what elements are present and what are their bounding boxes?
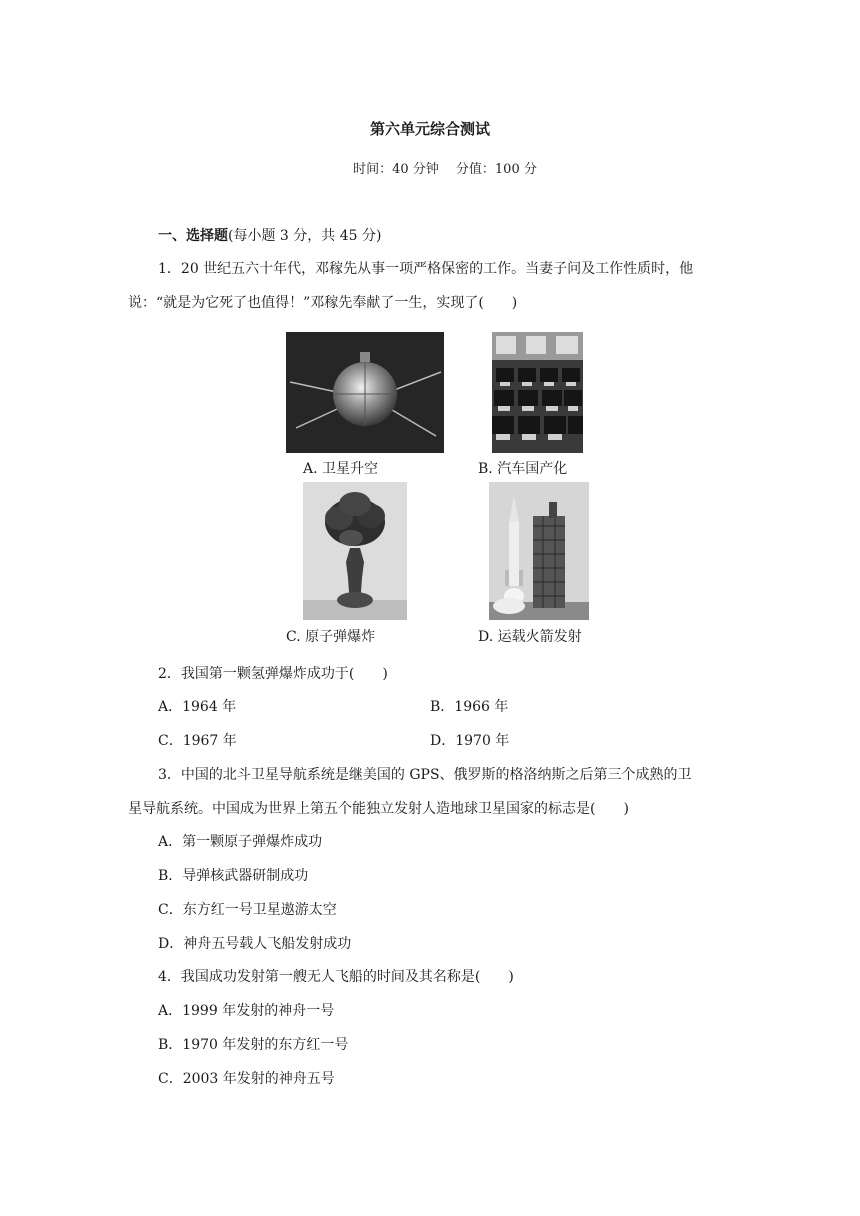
q1-stem-line1: 1．20 世纪五六十年代，邓稼先从事一项严格保密的工作。当妻子问及工作性质时，他	[158, 261, 694, 277]
q4-option-b: B．1970 年发射的东方红一号	[158, 1037, 349, 1053]
q2-option-b: B．1966 年	[430, 699, 509, 715]
option-d-caption: D. 运载火箭发射	[478, 629, 582, 645]
q2-option-a: A．1964 年	[158, 699, 237, 715]
q3-option-c: C．东方红一号卫星遨游太空	[158, 902, 337, 918]
option-b-caption: B. 汽车国产化	[478, 461, 568, 477]
section-note: (每小题 3 分，共 45 分)	[228, 228, 382, 244]
q3-option-d: D．神舟五号载人飞船发射成功	[158, 936, 352, 952]
q2-option-c: C．1967 年	[158, 733, 237, 749]
option-a-caption: A. 卫星升空	[303, 461, 379, 477]
exam-meta: 时间：40 分钟 分值：100 分	[353, 162, 537, 177]
q3-stem-line2: 星导航系统。中国成为世界上第五个能独立发射人造地球卫星国家的标志是( )	[128, 801, 629, 817]
q2-option-d: D．1970 年	[430, 733, 510, 749]
q3-option-b: B．导弹核武器研制成功	[158, 868, 309, 884]
page-title: 第六单元综合测试	[369, 120, 490, 138]
q3-option-a: A．第一颗原子弹爆炸成功	[158, 834, 323, 850]
q4-stem: 4．我国成功发射第一艘无人飞船的时间及其名称是( )	[158, 969, 514, 985]
car-factory-photo	[492, 332, 583, 453]
rocket-launch-photo	[489, 482, 589, 620]
q3-stem-line1: 3．中国的北斗卫星导航系统是继美国的 GPS、俄罗斯的格洛纳斯之后第三个成熟的卫	[158, 767, 692, 783]
q4-option-c: C．2003 年发射的神舟五号	[158, 1071, 335, 1087]
q1-stem-line2: 说：“就是为它死了也值得！”邓稼先奉献了一生，实现了( )	[128, 295, 518, 311]
section-heading	[158, 226, 381, 246]
q2-stem: 2．我国第一颗氢弹爆炸成功于( )	[158, 666, 388, 682]
q4-option-a: A．1999 年发射的神舟一号	[158, 1003, 335, 1019]
option-c-caption: C. 原子弹爆炸	[286, 629, 376, 645]
mushroom-cloud-photo	[303, 482, 407, 620]
section-title: 一、选择题	[158, 228, 228, 244]
satellite-photo	[286, 332, 444, 453]
